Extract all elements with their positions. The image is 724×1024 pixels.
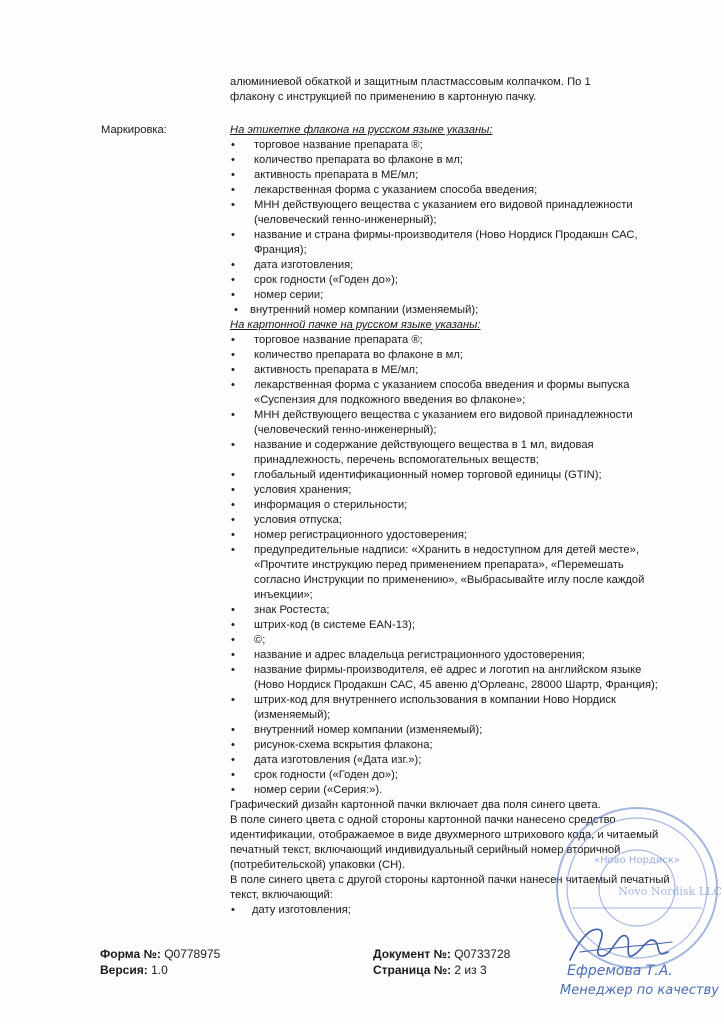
document-label: Документ №:: [373, 947, 451, 961]
list-item: • штрих-код для внутреннего использования в компании Ново Нордиск (изменяемый);: [230, 693, 670, 723]
list-item: • активность препарата в МЕ/мл;: [230, 363, 670, 378]
list-item: • штрих-код (в системе EAN-13);: [230, 618, 670, 633]
footer-right: [373, 946, 510, 978]
list-item: • название и содержание действующего вещества в 1 мл, видовая принадлежность, перечень вспомогательных веществ;: [230, 438, 670, 468]
list-item: • номер серии («Серия:»).: [230, 783, 670, 798]
list-item: • условия отпуска;: [230, 513, 670, 528]
list-item: • торговое название препарата ®;: [230, 333, 670, 348]
page-number: 2 из 3: [454, 963, 487, 977]
list-item: • информация о стерильности;: [230, 498, 670, 513]
form-label: Форма №:: [100, 947, 161, 961]
signatory-role: Менеджер по качеству: [560, 983, 719, 998]
list-item: • дату изготовления;: [230, 903, 670, 918]
vial-heading: На этикетке флакона на русском языке указаны:: [230, 124, 493, 136]
page-label: Страница №:: [373, 963, 452, 977]
list-item: • активность препарата в МЕ/мл;: [230, 168, 670, 183]
box-list: [230, 333, 670, 798]
list-item: • количество препарата во флаконе в мл;: [230, 348, 670, 363]
paragraph-blue-field-1: В поле синего цвета с одной стороны картонной пачки нанесено средство идентификации, отображаемое в виде двухмерного штрихового кода, и читаемый печатный текст, включающий индивидуальный серийный номер вторичной (потребительской) упаковки (СН).: [230, 814, 659, 871]
list-item: • дата изготовления («Дата изг.»);: [230, 753, 670, 768]
list-item: • срок годности («Годен до»);: [230, 768, 670, 783]
list-item: • дата изготовления;: [230, 258, 670, 273]
intro-line-2: флакону с инструкцией по применению в картонную пачку.: [230, 91, 537, 103]
version-number: 1.0: [151, 963, 168, 977]
list-item: • внутренний номер компании (изменяемый);: [230, 723, 670, 738]
list-item: • срок годности («Годен до»);: [230, 273, 670, 288]
version-label: Версия:: [100, 963, 148, 977]
list-item: • название и страна фирмы-производителя (Ново Нордиск Продакшн САС, Франция);: [230, 228, 670, 258]
list-item: • МНН действующего вещества с указанием его видовой принадлежности (человеческий генно-инженерный);: [230, 408, 670, 438]
signatory-name: Ефремова Т.А.: [567, 963, 673, 979]
vial-list: [230, 138, 670, 318]
list-item: • название фирмы-производителя, её адрес и логотип на английском языке (Ново Нордиск Продакшн САС, 45 авеню д'Орлеанс, 28000 Шартр, Франция);: [230, 663, 670, 693]
document-number: Q0733728: [454, 947, 511, 961]
list-item: • предупредительные надписи: «Хранить в недоступном для детей месте», «Прочтите инструкцию перед применением препарата», «Перемешать согласно Инструкции по применению», «Выбрасывайте иглу после каждой инъекции»;: [230, 543, 670, 603]
list-item: • ©;: [230, 633, 670, 648]
list-item: • название и адрес владельца регистрационного удостоверения;: [230, 648, 670, 663]
list-item: • МНН действующего вещества с указанием его видовой принадлежности (человеческий генно-инженерный);: [230, 198, 670, 228]
list-item: • условия хранения;: [230, 483, 670, 498]
list-item: • знак Ростеста;: [230, 603, 670, 618]
list-item: • глобальный идентификационный номер торговой единицы (GTIN);: [230, 468, 670, 483]
footer-left: [100, 946, 220, 978]
list-item: • номер регистрационного удостоверения;: [230, 528, 670, 543]
list-item: • торговое название препарата ®;: [230, 138, 670, 153]
list-item: • лекарственная форма с указанием способа введения и формы выпуска «Суспензия для подкожного введения во флаконе»;: [230, 378, 670, 408]
list-item: • внутренний номер компании (изменяемый);: [230, 303, 670, 318]
list-item: • лекарственная форма с указанием способа введения;: [230, 183, 670, 198]
marking-content: [230, 123, 670, 918]
intro-text: [230, 75, 670, 105]
stamp-center-text: «Ново Нордиск»: [593, 855, 681, 866]
list-item: • количество препарата во флаконе в мл;: [230, 153, 670, 168]
list-item: • номер серии;: [230, 288, 670, 303]
form-number: Q0778975: [164, 947, 221, 961]
list-item: • рисунок-схема вскрытия флакона;: [230, 738, 670, 753]
intro-line-1: алюминиевой обкаткой и защитным пластмассовым колпачком. По 1: [230, 76, 591, 88]
paragraph-design: Графический дизайн картонной пачки включает два поля синего цвета.: [230, 799, 601, 811]
marking-label: Маркировка:: [101, 124, 167, 136]
box-heading: На картонной пачке на русском языке указаны:: [230, 319, 481, 331]
paragraph-blue-field-2: В поле синего цвета с другой стороны картонной пачки нанесен читаемый печатный текст, включающий:: [230, 874, 670, 901]
stamp-lower-text: Novo Nordisk LLC: [618, 885, 722, 898]
